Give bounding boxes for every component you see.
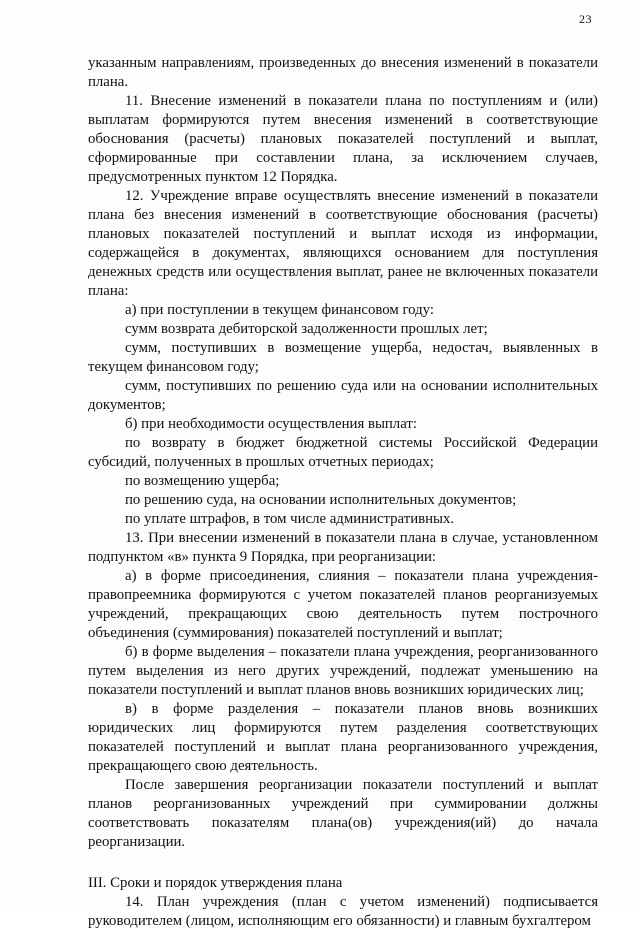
document-body bbox=[88, 54, 598, 931]
paragraph-14: 14. План учреждения (план с учетом изменений) подписывается руководителем (лицом, исполняющим его обязанности) и главным бухгалтером bbox=[88, 894, 598, 929]
paragraph-13-b: б) в форме выделения – показатели плана учреждения, реорганизованного путем выделения из него других учреждений, подлежат уменьшению на показатели поступлений и выплат планов вновь возникших юридических лиц; bbox=[88, 644, 598, 698]
paragraph-13-c: в) в форме разделения – показатели планов вновь возникших юридических лиц формируются путем разделения соответствующих показателей поступлений и выплат плана реорганизованного учреждения, прекращающего свою деятельность. bbox=[88, 701, 598, 774]
list-item: по возврату в бюджет бюджетной системы Российской Федерации субсидий, полученных в прошлых отчетных периодах; bbox=[88, 435, 598, 470]
list-item-b: б) при необходимости осуществления выплат: bbox=[125, 416, 417, 432]
paragraph-11: 11. Внесение изменений в показатели плана по поступлениям и (или) выплатам формируются путем внесения изменений в соответствующие обоснования (расчеты) плановых показателей поступлений и выплат, сформированные при составлении плана, за исключением случаев, предусмотренных пунктом 12 Порядка. bbox=[88, 93, 598, 185]
page-number: 23 bbox=[579, 12, 592, 26]
paragraph-12: 12. Учреждение вправе осуществлять внесение изменений в показатели плана без внесения изменений в соответствующие обоснования (расчеты) плановых показателей поступлений и выплат исходя из информации, содержащейся в документах, являющихся основанием для поступления денежных средств или осуществления выплат, ранее не включенных показатели плана: bbox=[88, 188, 598, 299]
paragraph-13: 13. При внесении изменений в показатели плана в случае, установленном подпунктом «в» пункта 9 Порядка, при реорганизации: bbox=[88, 530, 598, 565]
list-item: сумм, поступивших в возмещение ущерба, недостач, выявленных в текущем финансовом году; bbox=[88, 340, 598, 375]
list-item-a: а) при поступлении в текущем финансовом году: bbox=[125, 302, 434, 318]
list-item: сумм возврата дебиторской задолженности прошлых лет; bbox=[125, 321, 488, 337]
paragraph-continuation: указанным направлениям, произведенных до внесения изменений в показатели плана. bbox=[88, 55, 598, 90]
list-item: сумм, поступивших по решению суда или на основании исполнительных документов; bbox=[88, 378, 598, 413]
section-heading: III. Сроки и порядок утверждения плана bbox=[88, 875, 343, 891]
list-item: по решению суда, на основании исполнительных документов; bbox=[125, 492, 517, 508]
paragraph-after-reorganization: После завершения реорганизации показатели поступлений и выплат планов реорганизованных учреждений при суммировании должны соответствовать показателям плана(ов) учреждения(ий) до начала реорганизации. bbox=[88, 777, 598, 850]
list-item: по уплате штрафов, в том числе административных. bbox=[125, 511, 455, 527]
list-item: по возмещению ущерба; bbox=[125, 473, 280, 489]
paragraph-13-a: а) в форме присоединения, слияния – показатели плана учреждения-правопреемника формируются с учетом показателей планов реорганизуемых учреждений, прекращающих свою деятельность путем построчного объединения (суммирования) показателей поступлений и выплат; bbox=[88, 568, 598, 641]
